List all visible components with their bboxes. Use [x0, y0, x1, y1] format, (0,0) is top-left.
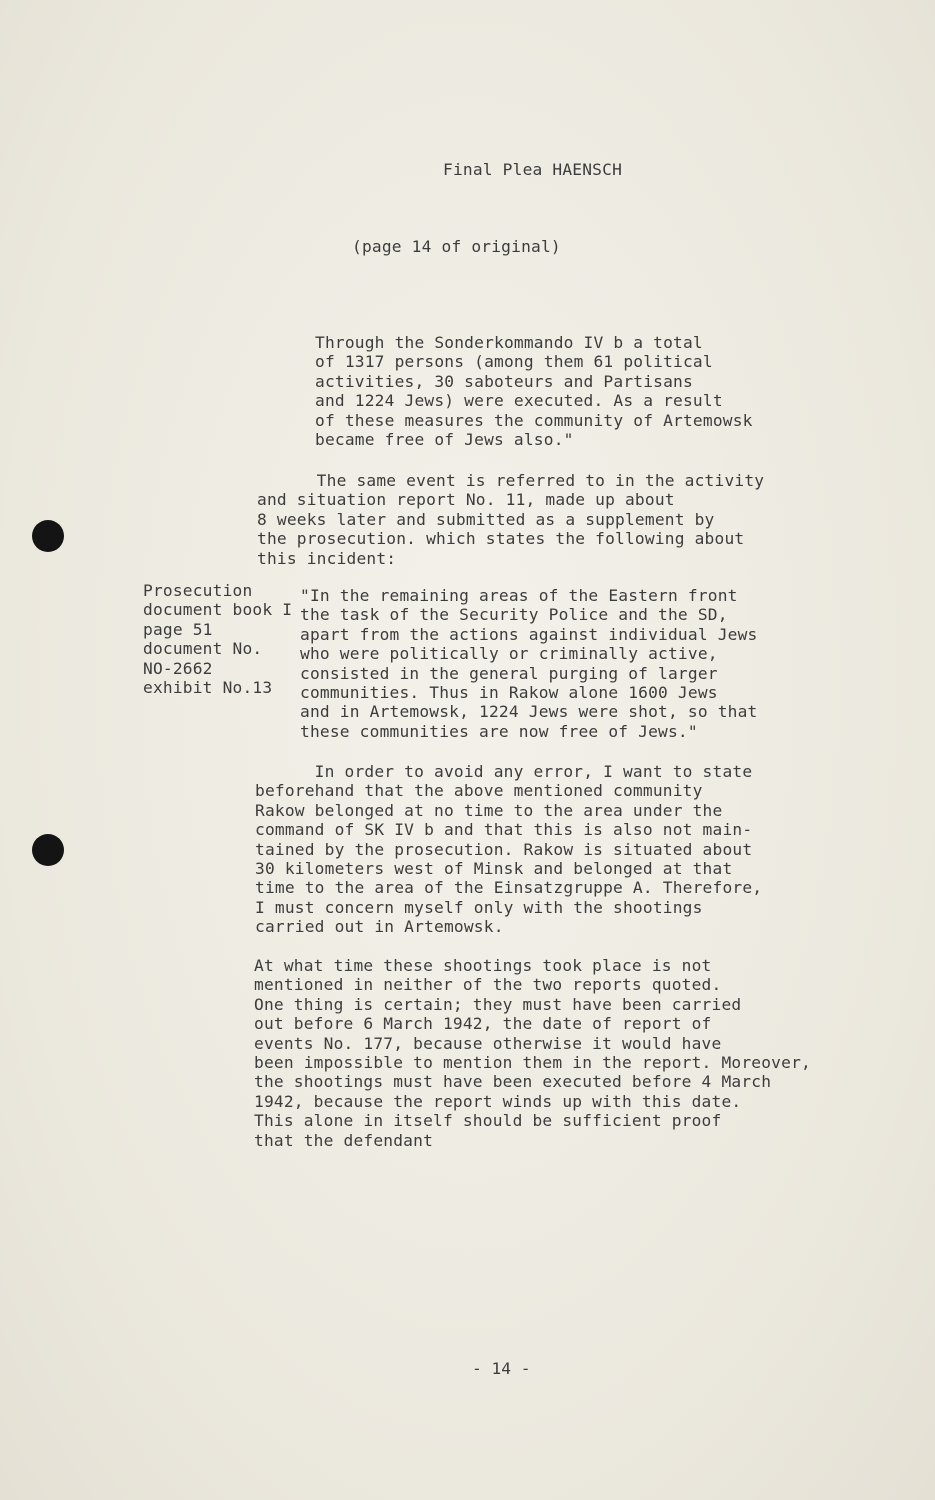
text-line: command of SK IV b and that this is also not main-: [255, 820, 753, 840]
text-line: 1942, because the report winds up with this date.: [254, 1091, 742, 1111]
text-line: I must concern myself only with the shootings: [255, 897, 703, 917]
text-line: and situation report No. 11, made up about: [257, 490, 675, 510]
text-line: apart from the actions against individual Jews: [300, 624, 758, 644]
text-line: At what time these shootings took place is not: [254, 956, 712, 975]
text-line: mentioned in neither of the two reports quoted.: [254, 975, 722, 995]
text-line: that the defendant: [254, 1130, 434, 1150]
text-line: exhibit No.13: [143, 678, 273, 698]
quotation-2: [300, 586, 758, 741]
text-line: Prosecution: [143, 581, 253, 600]
quotation-1: [315, 333, 753, 449]
text-line: and 1224 Jews) were executed. As a result: [315, 391, 723, 411]
text-line: the prosecution. which states the following about: [257, 529, 745, 549]
page-number: - 14 -: [472, 1359, 531, 1378]
text-line: 8 weeks later and submitted as a supplement by: [257, 509, 715, 529]
text-line: of 1317 persons (among them 61 political: [315, 352, 713, 372]
text-line: activities, 30 saboteurs and Partisans: [315, 371, 693, 391]
punch-hole-top: [32, 520, 64, 552]
text-line: This alone in itself should be sufficient proof: [254, 1111, 722, 1131]
text-line: document book I: [143, 600, 293, 620]
text-line: One thing is certain; they must have been carried: [254, 994, 742, 1014]
margin-reference: [143, 581, 292, 697]
paragraph-3: [254, 956, 811, 1150]
paragraph-1: [257, 471, 764, 568]
text-line: the task of the Security Police and the SD,: [300, 605, 728, 625]
text-line: this incident:: [257, 548, 397, 568]
document-title: Final Plea HAENSCH: [443, 160, 623, 179]
text-line: consisted in the general purging of larger: [300, 663, 718, 683]
text-line: Through the Sonderkommando IV b a total: [315, 333, 703, 352]
paragraph-2: [255, 762, 762, 937]
text-line: who were politically or criminally active,: [300, 644, 718, 664]
text-line: The same event is referred to in the activity: [257, 471, 765, 490]
text-line: page 51: [143, 619, 213, 639]
text-line: of these measures the community of Artemowsk: [315, 410, 753, 430]
text-line: 30 kilometers west of Minsk and belonged at that: [255, 859, 733, 879]
text-line: out before 6 March 1942, the date of report of: [254, 1014, 712, 1034]
text-line: communities. Thus in Rakow alone 1600 Jews: [300, 683, 718, 703]
text-line: In order to avoid any error, I want to state: [255, 762, 753, 781]
text-line: tained by the prosecution. Rakow is situated about: [255, 839, 753, 859]
text-line: and in Artemowsk, 1224 Jews were shot, so that: [300, 702, 758, 722]
page-reference: (page 14 of original): [352, 237, 561, 256]
text-line: events No. 177, because otherwise it would have: [254, 1033, 722, 1053]
text-line: document No.: [143, 639, 263, 659]
text-line: NO-2662: [143, 658, 213, 678]
text-line: the shootings must have been executed before 4 March: [254, 1072, 772, 1092]
text-line: time to the area of the Einsatzgruppe A. Therefore,: [255, 878, 763, 898]
text-line: beforehand that the above mentioned community: [255, 781, 703, 801]
text-line: these communities are now free of Jews.": [300, 721, 698, 741]
text-line: carried out in Artemowsk.: [255, 917, 504, 937]
text-line: Rakow belonged at no time to the area under the: [255, 800, 723, 820]
text-line: "In the remaining areas of the Eastern front: [300, 586, 738, 605]
text-line: been impossible to mention them in the report. Moreover,: [254, 1053, 811, 1073]
text-line: became free of Jews also.": [315, 430, 574, 450]
punch-hole-bottom: [32, 834, 64, 866]
